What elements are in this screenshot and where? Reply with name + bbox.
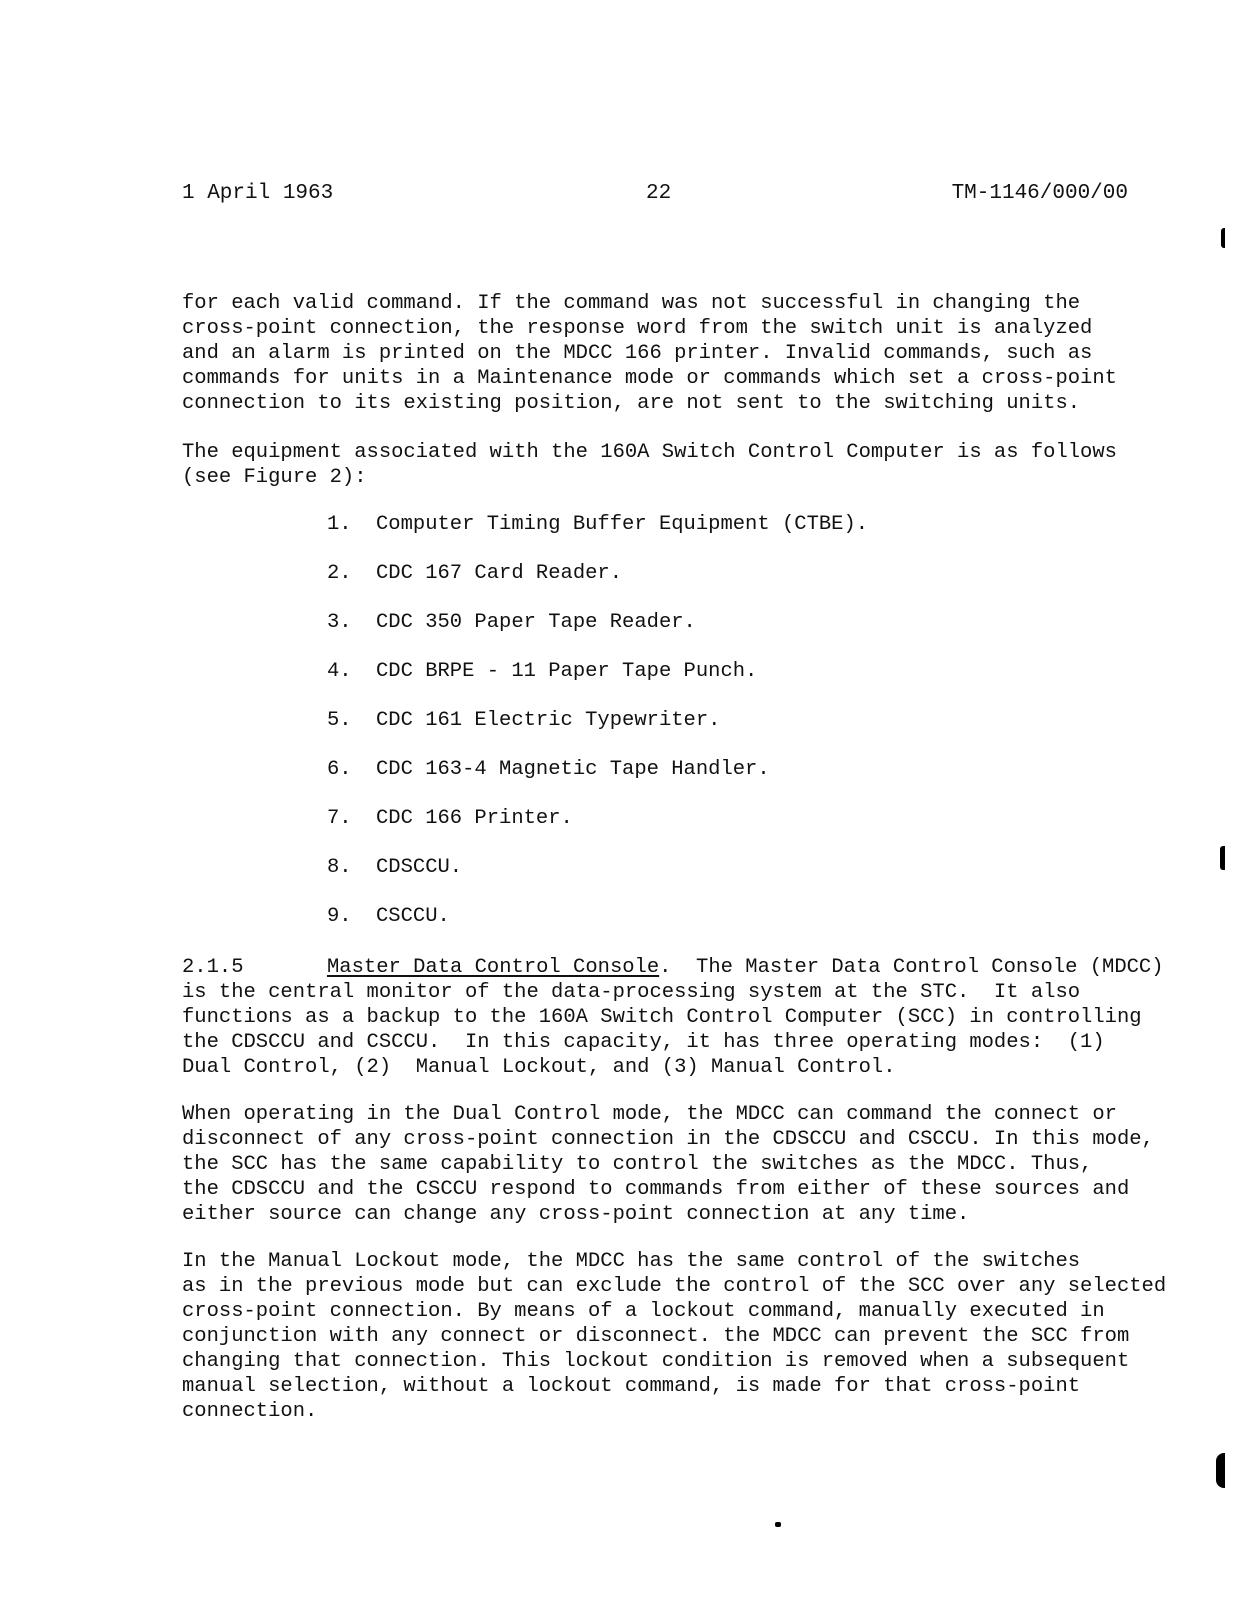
header-page-number: 22: [646, 182, 672, 205]
list-item-number: 8.: [327, 856, 352, 879]
scan-edge-mark: [1220, 846, 1225, 870]
list-item-number: 5.: [327, 709, 352, 732]
list-item-number: 2.: [327, 562, 352, 585]
list-item-number: 3.: [327, 611, 352, 634]
list-item-number: 7.: [327, 807, 352, 830]
section-mdcc: [182, 955, 1172, 1080]
list-item-number: 4.: [327, 660, 352, 683]
list-item-text: CDC BRPE - 11 Paper Tape Punch.: [376, 660, 758, 683]
list-item-text: CSCCU.: [376, 905, 450, 928]
list-item-text: CDC 163-4 Magnetic Tape Handler.: [376, 758, 770, 781]
page-header: [182, 182, 1128, 208]
list-item-text: CDC 350 Paper Tape Reader.: [376, 611, 696, 634]
section-first-line: [182, 955, 1172, 980]
section-number: 2.1.5: [182, 956, 244, 979]
scan-edge-mark: [1216, 1453, 1225, 1488]
section-line: Dual Control, (2) Manual Lockout, and (3) Manual Control.: [182, 1056, 896, 1079]
list-item-text: CDSCCU.: [376, 856, 463, 879]
list-item-number: 9.: [327, 905, 352, 928]
section-line: is the central monitor of the data-processing system at the STC. It also: [182, 981, 1081, 1004]
paragraph-command-response: for each valid command. If the command was not successful in changing the cross-point connection, the response word from the switch unit is analyzed and an alarm is printed on the MDCC 166 printer. Invalid commands, such as commands for units in a Maintenance mode or commands which set a cross-point connection to its existing position, are not sent to the switching units.: [182, 292, 1117, 415]
header-document-id: TM-1146/000/00: [951, 182, 1128, 205]
section-line: the CDSCCU and CSCCU. In this capacity, it has three operating modes: (1): [182, 1031, 1105, 1054]
paragraph-equipment-intro: The equipment associated with the 160A Switch Control Computer is as follows (see Figure 2):: [182, 441, 1117, 489]
list-item-text: CDC 161 Electric Typewriter.: [376, 709, 721, 732]
scan-edge-mark: [1221, 228, 1225, 248]
section-title: Master Data Control Console: [327, 956, 660, 979]
section-first-line-text: . The Master Data Control Console (MDCC): [659, 956, 1164, 979]
scan-dot-mark: [775, 1522, 781, 1527]
list-item-text: CDC 167 Card Reader.: [376, 562, 623, 585]
paragraph-manual-lockout: In the Manual Lockout mode, the MDCC has the same control of the switches as in the previous mode but can exclude the control of the SCC over any selected cross-point connection. By means of a lockout command, manually executed in conjunction with any connect or disconnect. the MDCC can prevent the SCC from changing that connection. This lockout condition is removed when a subsequent manual selection, without a lockout command, is made for that cross-point connection.: [182, 1250, 1167, 1423]
list-item-text: CDC 166 Printer.: [376, 807, 573, 830]
paragraph-dual-control: When operating in the Dual Control mode, the MDCC can command the connect or disconnect of any cross-point connection in the CDSCCU and CSCCU. In this mode, the SCC has the same capability to control the switches as the MDCC. Thus, the CDSCCU and the CSCCU respond to commands from either of these sources and either source can change any cross-point connection at any time.: [182, 1103, 1154, 1226]
list-item-number: 6.: [327, 758, 352, 781]
list-item-text: Computer Timing Buffer Equipment (CTBE).: [376, 513, 869, 536]
list-item-number: 1.: [327, 513, 352, 536]
header-date: 1 April 1963: [182, 182, 334, 205]
section-line: functions as a backup to the 160A Switch Control Computer (SCC) in controlling: [182, 1006, 1142, 1029]
